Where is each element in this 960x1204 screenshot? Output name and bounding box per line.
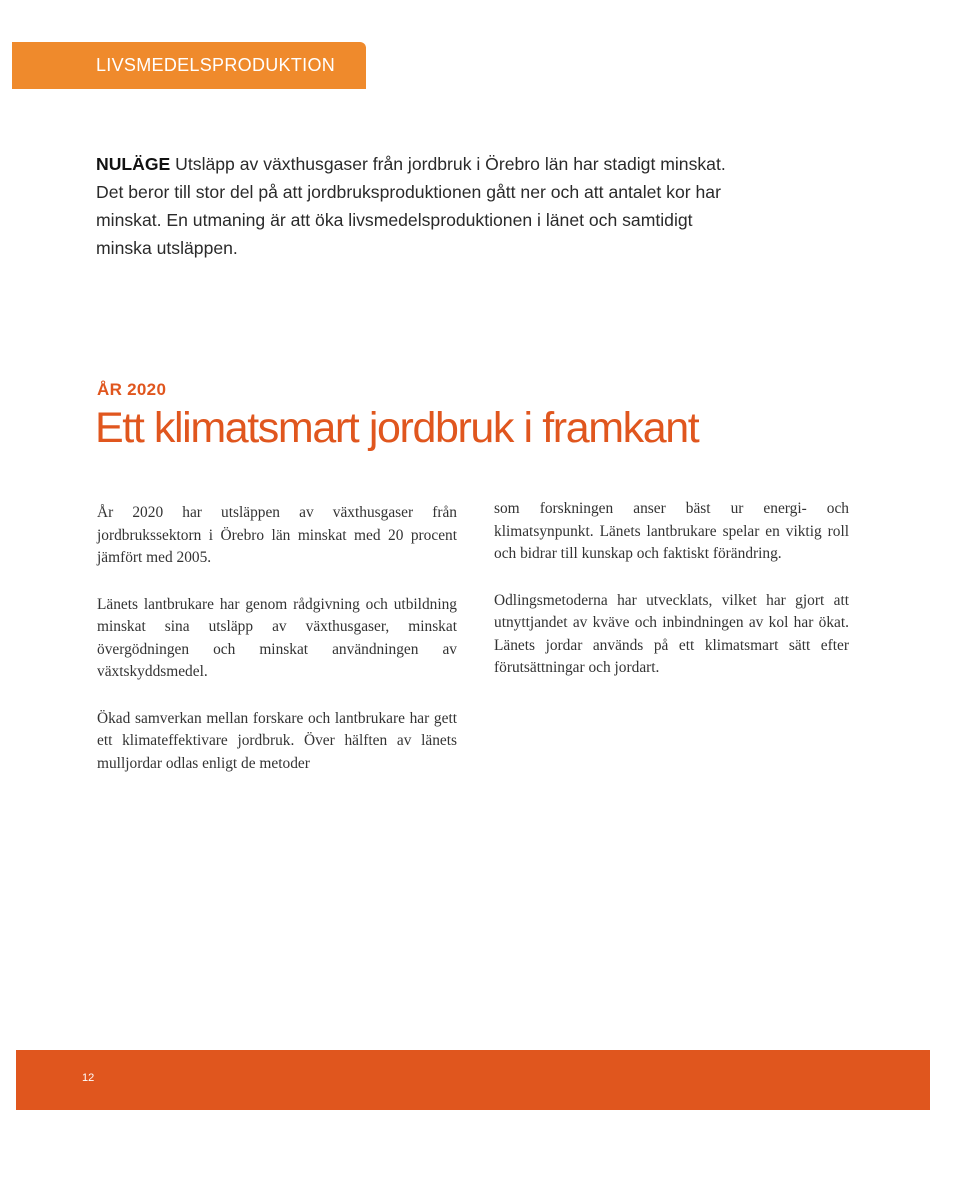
body-column-right — [494, 498, 849, 704]
intro-paragraph — [96, 150, 736, 262]
intro-text: Utsläpp av växthusgaser från jordbruk i Örebro län har stadigt minskat. Det beror till stor del på att jordbruksproduktionen gått ner och att antalet kor har minskat. En utmaning är att öka livsmedelsproduktionen i länet och samtidigt minska utsläppen. — [96, 154, 726, 258]
body-column-left — [97, 502, 457, 799]
section-tab — [12, 42, 366, 89]
body-paragraph: Odlingsmetoderna har utvecklats, vilket har gjort att utnyttjandet av kväve och inbindningen av kol har ökat. Länets jordar används på ett klimatsmart sätt efter förutsättningar och jordart. — [494, 591, 849, 676]
goal-eyebrow: ÅR 2020 — [97, 380, 167, 399]
body-paragraph: Ökad samverkan mellan forskare och lantbrukare har gett ett klimateffektivare jordbruk. Över hälften av länets mulljordar odlas enligt de metoder — [97, 709, 457, 772]
footer-bar — [16, 1050, 930, 1110]
page-number: 12 — [82, 1072, 95, 1084]
intro-lead: NULÄGE — [96, 154, 171, 174]
section-label: LIVSMEDELSPRODUKTION — [96, 55, 336, 75]
body-paragraph: År 2020 har utsläppen av växthusgaser från jordbrukssektorn i Örebro län minskat med 20 procent jämfört med 2005. — [97, 504, 457, 566]
goal-headline: Ett klimatsmart jordbruk i framkant — [95, 404, 699, 452]
body-paragraph: som forskningen anser bäst ur energi- och klimatsynpunkt. Länets lantbrukare spelar en viktig roll och bidrar till kunskap och faktiskt förändring. — [494, 500, 849, 562]
body-paragraph: Länets lantbrukare har genom rådgivning och utbildning minskat sina utsläpp av växthusgaser, minskat övergödningen och minskat användningen av växtskyddsmedel. — [97, 595, 457, 680]
